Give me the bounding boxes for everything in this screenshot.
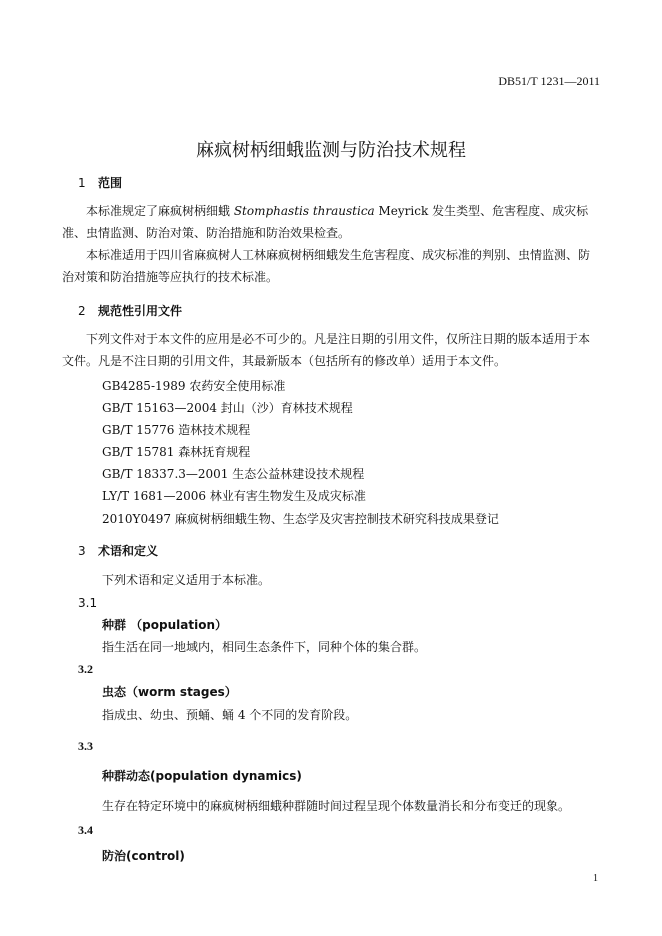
section-2-heading [78, 302, 182, 319]
reference-item: LY/T 1681—2006 林业有害生物发生及成灾标准 [102, 489, 366, 503]
reference-item: GB4285-1989 农药安全使用标准 [102, 379, 286, 393]
section-title: 术语和定义 [98, 544, 159, 558]
reference-item: GB/T 18337.3—2001 生态公益林建设技术规程 [102, 467, 365, 481]
reference-item: GB/T 15163—2004 封山（沙）育林技术规程 [102, 401, 353, 415]
reference-item: 2010Y0497 麻疯树柄细蛾生物、生态学及灾害控制技术研究科技成果登记 [102, 512, 499, 526]
section-title: 规范性引用文件 [98, 304, 183, 318]
term-definition: 指成虫、幼虫、预蛹、蛹 4 个不同的发育阶段。 [102, 708, 358, 722]
reference-item: GB/T 15776 造林技术规程 [102, 423, 251, 437]
section-number: 2 [78, 304, 86, 318]
section-3-heading [78, 542, 158, 559]
section-2-paragraph-1: 下列文件对于本文件的应用是必不可少的。凡是注日期的引用文件，仅所注日期的版本适用于本文件。凡是不注日期的引用文件，其最新版本（包括所有的修改单）适用于本文件。 [62, 332, 591, 368]
section-number: 1 [78, 176, 86, 190]
document-code: DB51/T 1231—2011 [498, 74, 600, 88]
term-number: 3.3 [78, 739, 93, 753]
term-heading: 防治(control) [102, 849, 185, 863]
term-number: 3.2 [78, 662, 93, 676]
section-number: 3 [78, 544, 86, 558]
reference-item: GB/T 15781 森林抚育规程 [102, 445, 251, 459]
page-number: 1 [593, 873, 598, 884]
term-heading: 种群动态(population dynamics) [102, 769, 302, 783]
term-heading: 虫态（worm stages） [102, 685, 237, 699]
term-definition: 指生活在同一地域内，相同生态条件下，同种个体的集合群。 [102, 640, 427, 654]
section-3-intro: 下列术语和定义适用于本标准。 [102, 573, 271, 587]
term-heading: 种群 （population） [102, 618, 227, 632]
section-title: 范围 [98, 176, 123, 190]
species-name: Stomphastis thraustica [233, 204, 375, 218]
term-number: 3.4 [78, 823, 93, 837]
document-title: 麻疯树柄细蛾监测与防治技术规程 [196, 140, 466, 161]
term-definition: 生存在特定环境中的麻疯树柄细蛾种群随时间过程呈现个体数量消长和分布变迁的现象。 [102, 799, 571, 813]
section-1-paragraph-1: 本标准规定了麻疯树柄细蛾 Stomphastis thraustica Meyrick 发生类型、危害程度、成灾标准、虫情监测、防治对策、防治措施和防治效果检查。 [62, 204, 589, 240]
term-number: 3.1 [78, 596, 98, 610]
section-1-heading [78, 174, 122, 191]
section-1-paragraph-2: 本标准适用于四川省麻疯树人工林麻疯树柄细蛾发生危害程度、成灾标准的判别、虫情监测、防治对策和防治措施等应执行的技术标准。 [62, 248, 591, 284]
